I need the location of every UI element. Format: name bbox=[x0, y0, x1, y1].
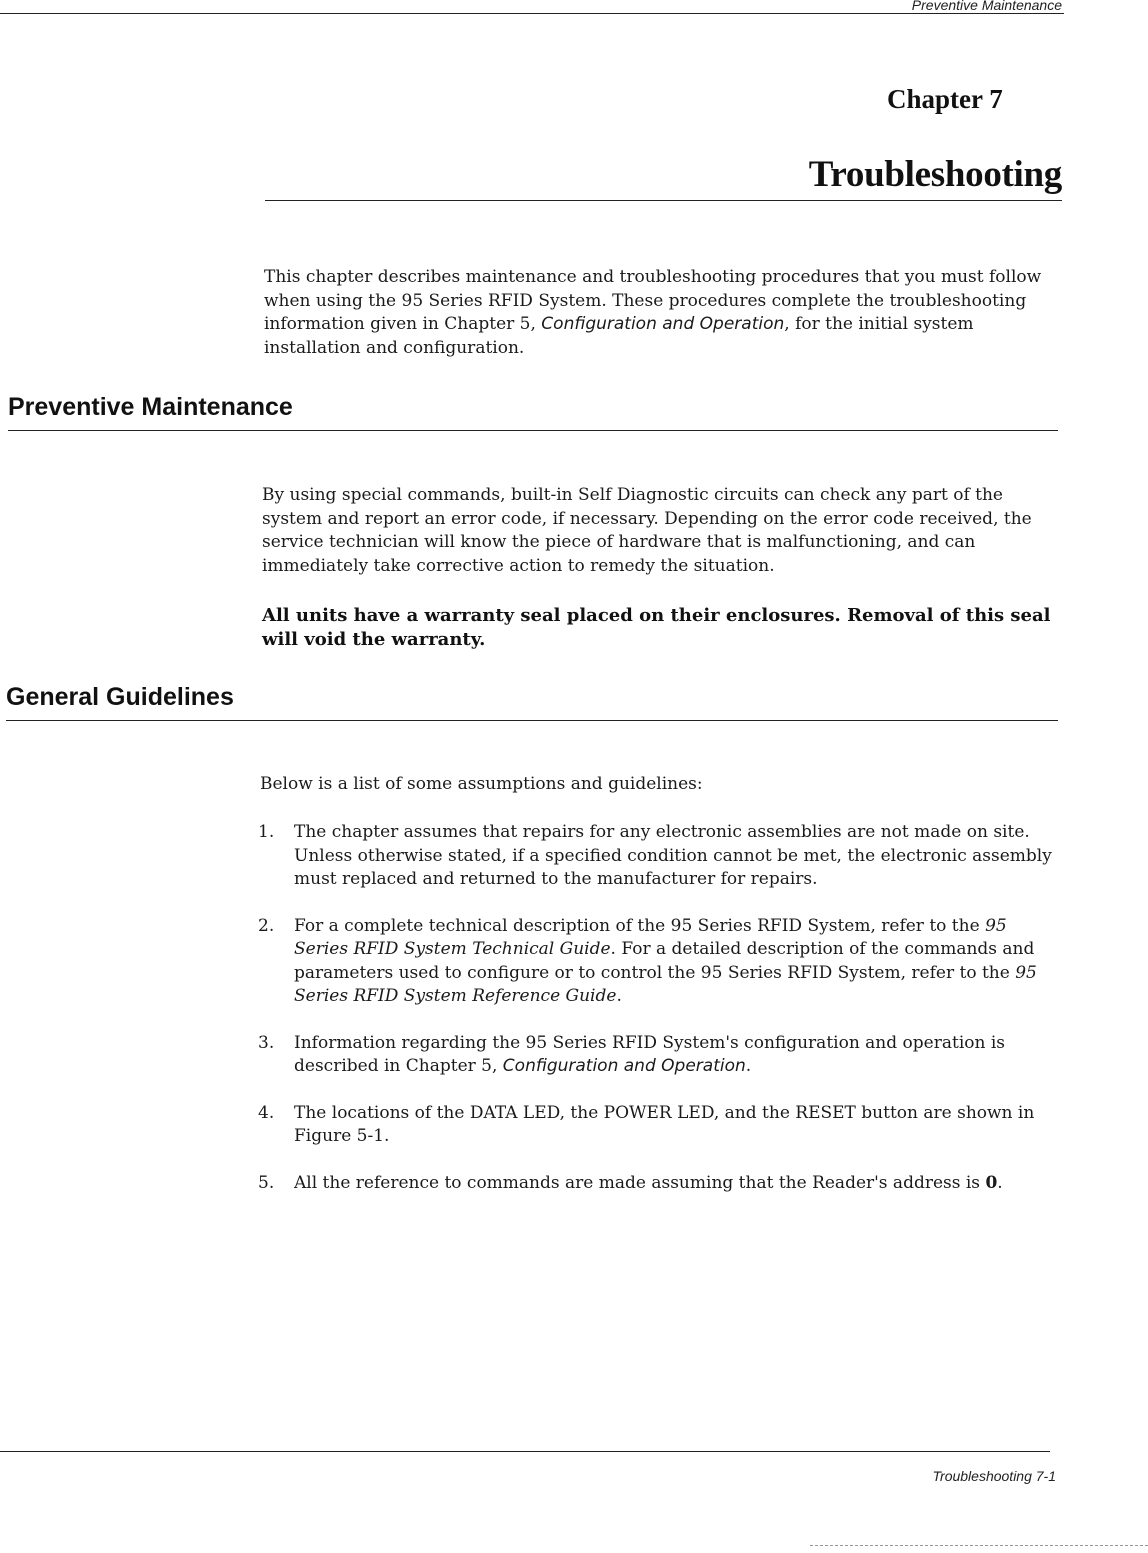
list-item bbox=[258, 915, 1058, 1009]
list-item bbox=[258, 1102, 1058, 1149]
scan-edge-line bbox=[810, 1545, 1148, 1546]
reader-address-value: 0 bbox=[985, 1172, 998, 1193]
guidelines-intro: Below is a list of some assumptions and guidelines: bbox=[260, 774, 703, 794]
chapter-title: Troubleshooting bbox=[808, 154, 1062, 195]
chapter-rule bbox=[265, 200, 1062, 201]
intro-paragraph bbox=[264, 266, 1064, 360]
list-item-text: . bbox=[616, 986, 622, 1006]
preventive-maintenance-paragraph: By using special commands, built-in Self Diagnostic circuits can check any part of the system and report an error code, if necessary. Depending on the error code received, the service technician will know the piece of hardware that is malfunctioning, and can immediately take corrective action to remedy the situation. bbox=[262, 485, 1032, 576]
list-item-text: The chapter assumes that repairs for any electronic assemblies are not made on site. Unless otherwise stated, if a specified condition cannot be met, the electronic assembly must replaced and returned to the manufacturer for repairs. bbox=[294, 822, 1052, 889]
list-item-text: All the reference to commands are made assuming that the Reader's address is bbox=[294, 1172, 986, 1193]
reference-guide-reference: 95 Series RFID System Reference Guide bbox=[294, 962, 1037, 1006]
intro-text-start: This chapter describes maintenance and troubleshooting procedures that you must follow when using the 95 Series RFID System. These procedures complete the troubleshooting information given in Chapter 5, bbox=[264, 267, 1042, 334]
list-item-number: 1. bbox=[258, 822, 275, 842]
list-item-text: The locations of the DATA LED, the POWER LED, and the RESET button are shown in Figure 5-1. bbox=[294, 1102, 1035, 1146]
technical-guide-reference: 95 Series RFID System Technical Guide bbox=[294, 915, 1007, 959]
list-item-text: . bbox=[745, 1056, 752, 1076]
list-item-text: . For a detailed description of the commands and parameters used to configure or to control the 95 Series RFID System, refer to the bbox=[294, 939, 1035, 983]
list-item-number: 2. bbox=[258, 915, 275, 936]
list-item-number: 5. bbox=[258, 1172, 275, 1193]
list-item bbox=[258, 1172, 1058, 1196]
chapter-reference: Configuration and Operation bbox=[502, 1056, 746, 1076]
intro-chapter-reference: Configuration and Operation bbox=[541, 314, 785, 334]
running-header: Preventive Maintenance bbox=[906, 0, 1062, 13]
chapter-label: Chapter 7 bbox=[887, 84, 1003, 114]
list-item-text: . bbox=[997, 1172, 1003, 1193]
section-heading-preventive-maintenance: Preventive Maintenance bbox=[8, 393, 293, 421]
list-item-number: 3. bbox=[258, 1032, 275, 1053]
list-item-text: Information regarding the 95 Series RFID System's configuration and operation is described in Chapter 5, bbox=[294, 1032, 1006, 1076]
warranty-warning: All units have a warranty seal placed on their enclosures. Removal of this seal will void the warranty. bbox=[262, 605, 1051, 650]
intro-text-end: , for the initial system installation and configuration. bbox=[264, 314, 974, 358]
footer-rule bbox=[0, 1451, 1050, 1452]
guidelines-list bbox=[258, 821, 1058, 1218]
section-rule bbox=[8, 430, 1058, 431]
list-item bbox=[258, 1032, 1058, 1079]
section-heading-general-guidelines: General Guidelines bbox=[6, 683, 234, 711]
list-item-number: 4. bbox=[258, 1102, 275, 1123]
section-rule bbox=[6, 720, 1058, 721]
list-item-text: For a complete technical description of the 95 Series RFID System, refer to the bbox=[294, 915, 986, 936]
list-item bbox=[258, 821, 1058, 892]
footer-page-label: Troubleshooting 7-1 bbox=[932, 1468, 1056, 1484]
header-rule bbox=[0, 13, 1064, 14]
